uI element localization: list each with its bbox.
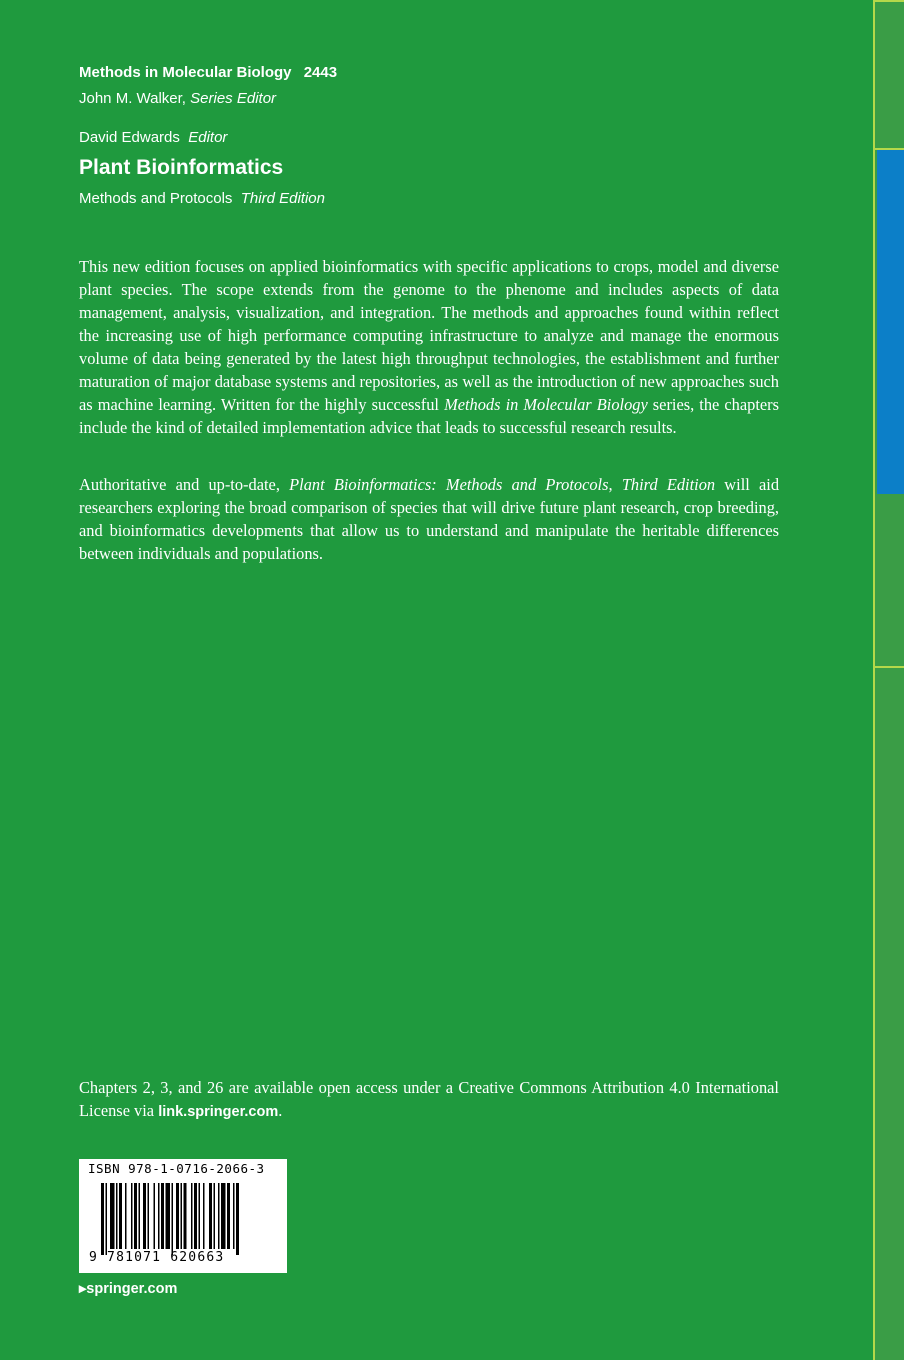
- barcode-bar: [221, 1183, 226, 1249]
- barcode-bar: [227, 1183, 230, 1249]
- barcode-bar: [143, 1183, 146, 1249]
- series-volume: 2443: [303, 64, 338, 81]
- barcode-bar: [119, 1183, 122, 1249]
- isbn-digits: 9 781071 620663: [89, 1250, 225, 1265]
- p2-text-b: will aid researchers exploring the broad comparison of species that will drive future plant research, crop breeding, and bioinformatics developments that allow us to understand and manipulate the heritable differences between individuals and populations.: [79, 475, 780, 563]
- barcode-bar: [166, 1183, 171, 1249]
- barcode-bar: [214, 1183, 216, 1249]
- barcode-bar: [203, 1183, 205, 1249]
- barcode-bar: [125, 1183, 127, 1249]
- series-editor: [79, 90, 276, 107]
- spine-rule-2: [875, 666, 904, 668]
- series-heading: [79, 64, 345, 81]
- series-editor-role: Series Editor: [190, 90, 277, 107]
- barcode-bar: [134, 1183, 137, 1249]
- p2-sep: ,: [608, 475, 622, 494]
- series-name: Methods in Molecular Biology: [79, 64, 292, 81]
- book-subtitle-line: [79, 190, 325, 207]
- p1-series: Methods in Molecular Biology: [444, 395, 648, 414]
- book-subtitle: Methods and Protocols: [79, 190, 233, 207]
- publisher-url-text: springer.com: [86, 1281, 178, 1297]
- open-access-note: [79, 1076, 779, 1124]
- barcode-bar: [131, 1183, 133, 1249]
- spine-divider: [873, 0, 875, 1360]
- barcode-bar: [106, 1183, 108, 1255]
- p1-text-b: series, the chapters include the kind of detailed implementation advice that leads to successful research results.: [79, 395, 780, 437]
- barcode-bar: [172, 1183, 174, 1255]
- barcode-bar: [236, 1183, 239, 1255]
- p1-text-a: This new edition focuses on applied bioinformatics with specific applications to crops, model and diverse plant species. The scope extends from the genome to the phenome and includes aspects of data management, analysis, visualization, and integration. The methods and approaches found within reflect the increasing use of high performance computing infrastructure to analyze and manage the enormous volume of data being generated by the latest high throughput technologies, the establishment and further maturation of major database systems and repositories, as well as the introduction of new approaches such as machine learning. Written for the highly successful: [79, 257, 779, 414]
- barcode-bars: [101, 1183, 281, 1255]
- open-access-link[interactable]: link.springer.com: [158, 1104, 279, 1120]
- barcode-bar: [116, 1183, 118, 1249]
- publisher-url[interactable]: ▸springer.com: [79, 1281, 178, 1297]
- barcode-bar: [158, 1183, 160, 1249]
- isbn-barcode: [79, 1159, 287, 1273]
- description-paragraph-1: [79, 255, 779, 439]
- barcode-bar: [209, 1183, 212, 1249]
- series-editor-name: John M. Walker,: [79, 90, 186, 107]
- barcode-bar: [161, 1183, 164, 1249]
- barcode-bar: [101, 1183, 104, 1255]
- barcode-bar: [176, 1183, 179, 1249]
- book-title: Plant Bioinformatics: [79, 156, 284, 179]
- barcode-bar: [184, 1183, 187, 1249]
- barcode-bar: [110, 1183, 115, 1249]
- spine-blue-band: [877, 150, 904, 494]
- p2-title: Plant Bioinformatics: Methods and Protocols: [289, 475, 609, 494]
- book-editor-role: Editor: [188, 129, 228, 146]
- p2-text-a: Authoritative and up-to-date,: [79, 475, 290, 494]
- spine-rule-top: [875, 0, 904, 2]
- book-edition: Third Edition: [240, 190, 325, 207]
- isbn-label: ISBN 978-1-0716-2066-3: [88, 1161, 265, 1176]
- barcode-bar: [191, 1183, 193, 1249]
- book-editor-name: David Edwards: [79, 129, 180, 146]
- barcode-bar: [148, 1183, 150, 1249]
- p2-edition: Third Edition: [621, 475, 716, 494]
- open-access-text: Chapters 2, 3, and 26 are available open access under a Creative Commons Attribution 4.0 International License via: [79, 1078, 779, 1120]
- open-access-end: .: [278, 1101, 283, 1120]
- description-paragraph-2: [79, 473, 779, 565]
- barcode-bar: [199, 1183, 201, 1249]
- barcode-bar: [233, 1183, 235, 1249]
- barcode-bar: [154, 1183, 156, 1249]
- barcode-bar: [194, 1183, 197, 1249]
- book-editor: [79, 129, 227, 146]
- barcode-bar: [139, 1183, 141, 1249]
- barcode-bar: [181, 1183, 183, 1249]
- barcode-bar: [218, 1183, 220, 1249]
